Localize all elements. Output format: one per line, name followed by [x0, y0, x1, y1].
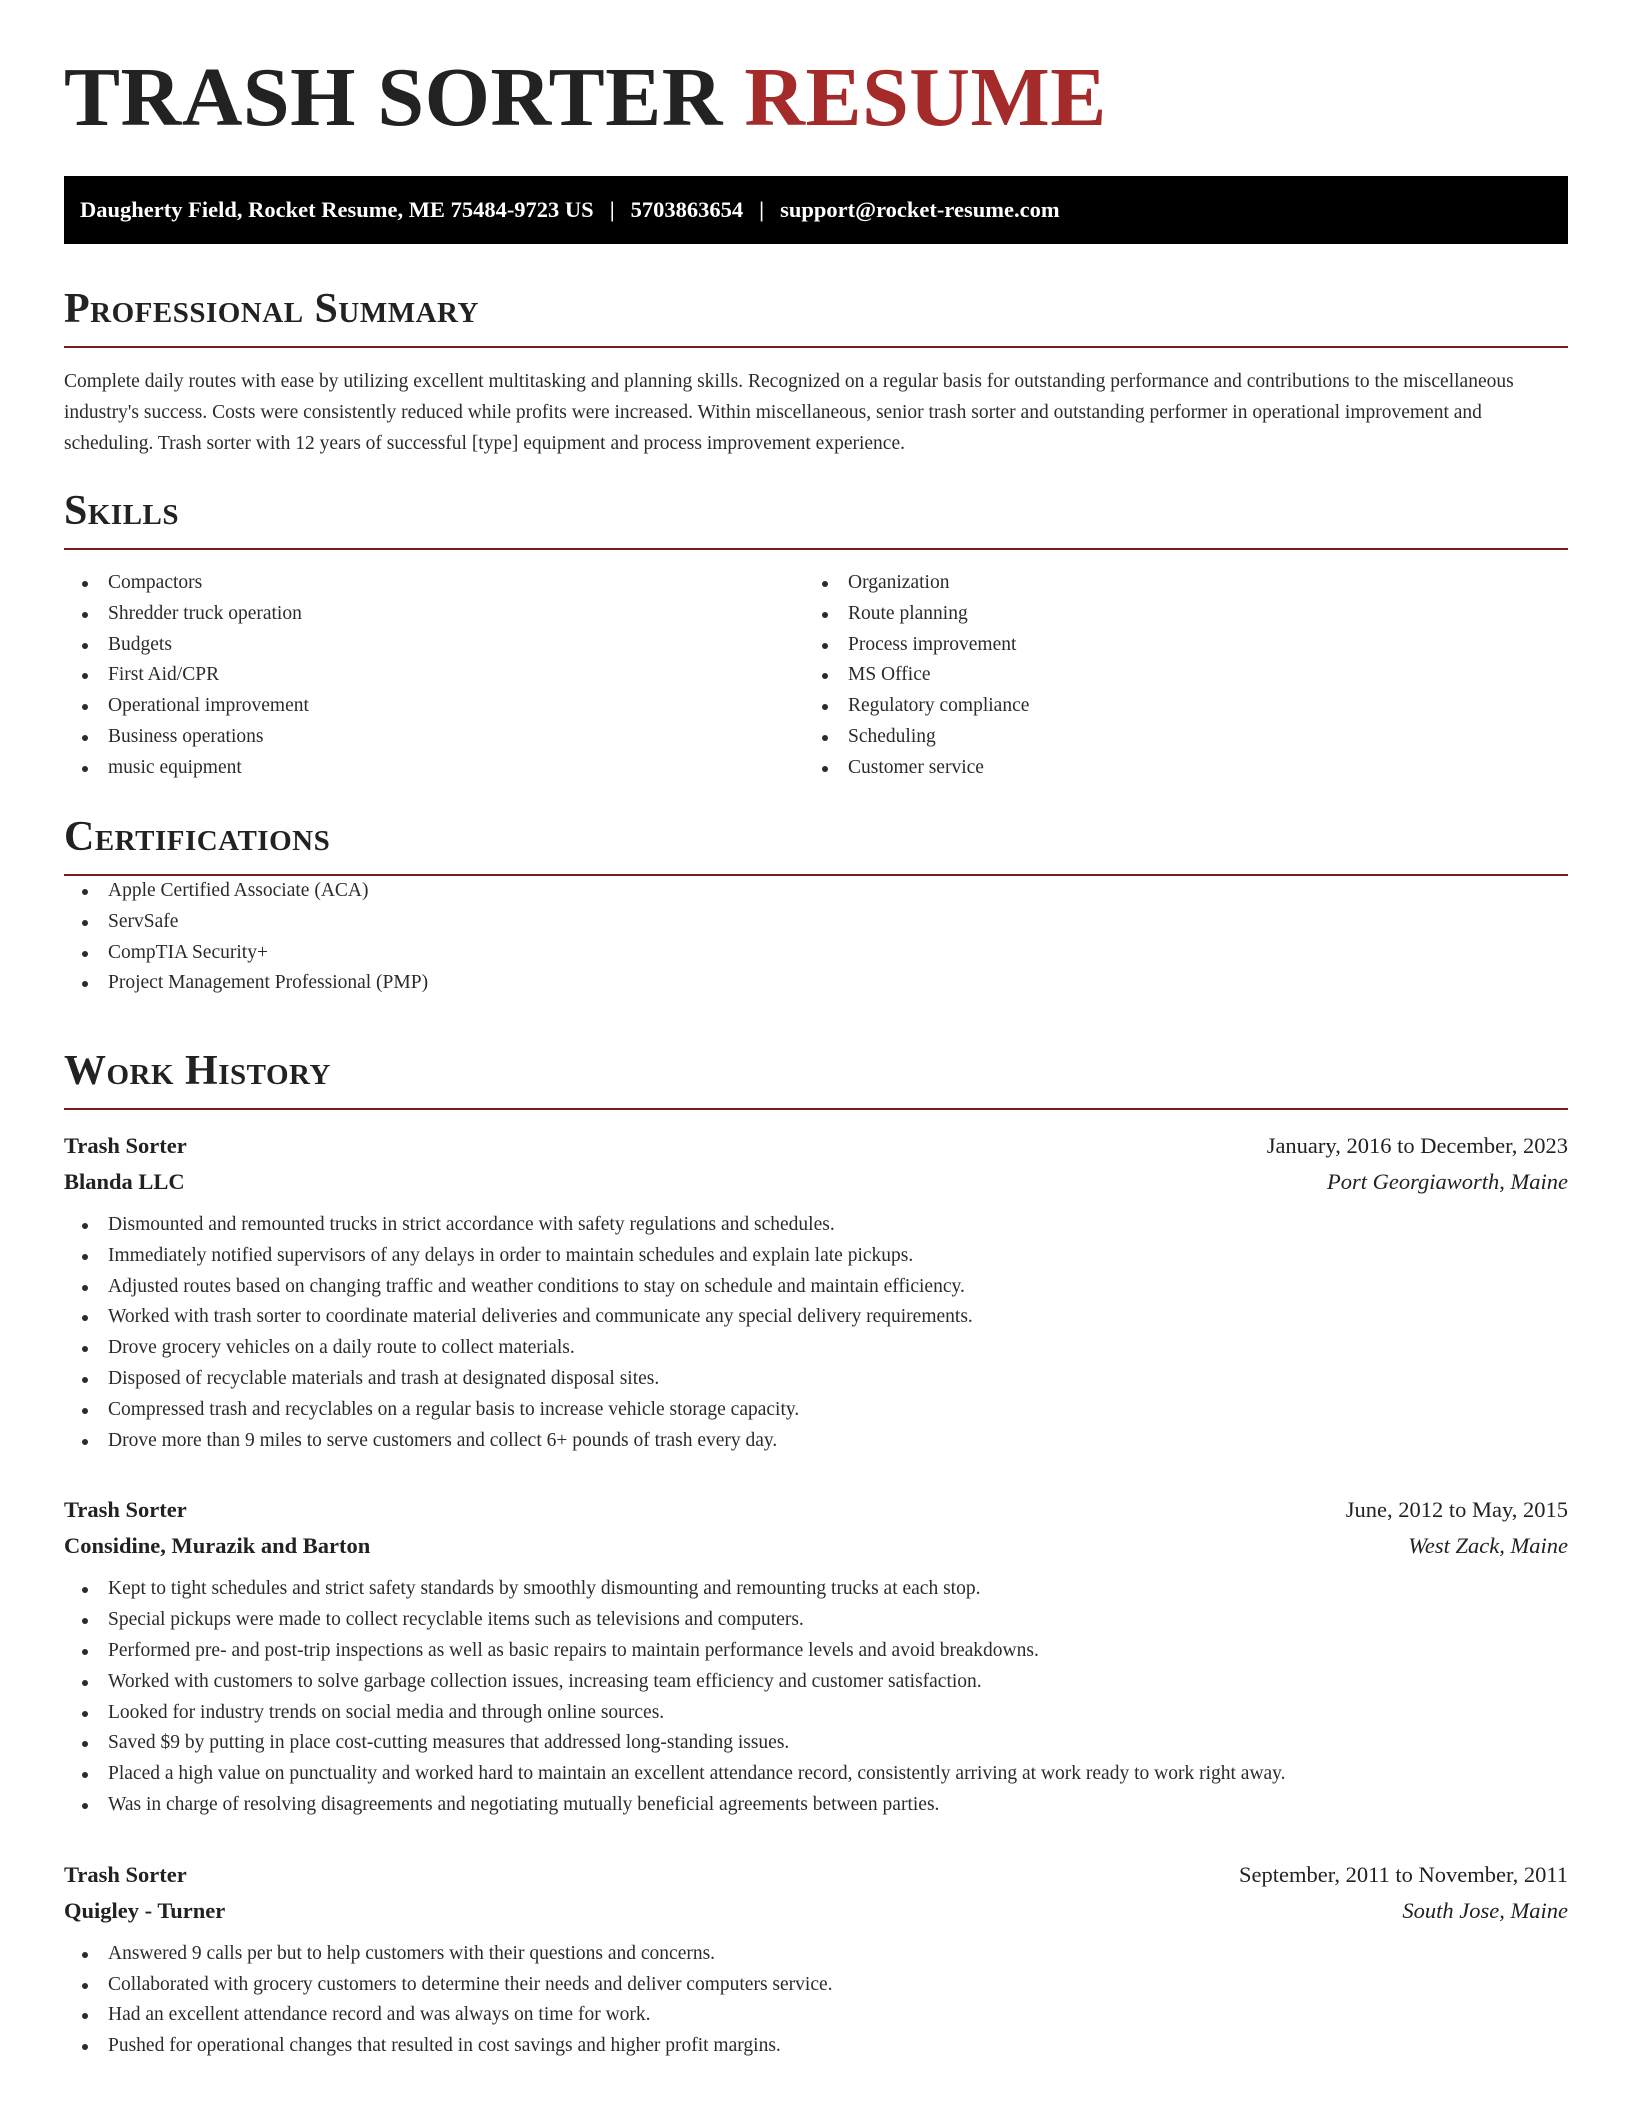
skill-item: Customer service — [804, 753, 1544, 784]
work-history-heading: Work History — [64, 1048, 331, 1094]
contact-address: Daugherty Field, Rocket Resume, ME 75484-9723 US — [80, 197, 594, 222]
job-location: Port Georgiaworth, Maine — [1326, 1169, 1568, 1194]
job-duty: Pushed for operational changes that resulted in cost savings and higher profit margins. — [64, 2031, 1568, 2062]
contact-separator: | — [759, 197, 765, 222]
job-duty: Immediately notified supervisors of any delays in order to maintain schedules and explain late pickups. — [64, 1241, 1568, 1272]
skill-item: Process improvement — [804, 630, 1544, 661]
job-company-row — [64, 1528, 1568, 1564]
job-dates: June, 2012 to May, 2015 — [1345, 1497, 1568, 1523]
job-duty: Performed pre- and post-trip inspections as well as basic repairs to maintain performance levels and avoid breakdowns. — [64, 1636, 1568, 1667]
skills-section — [64, 490, 1568, 784]
job-title: Trash Sorter — [64, 1861, 187, 1887]
job-company-row — [64, 1164, 1568, 1200]
job-entry — [64, 1492, 1568, 1820]
summary-section — [64, 288, 1568, 459]
contact-email: support@rocket-resume.com — [780, 197, 1060, 222]
job-duty: Adjusted routes based on changing traffic and weather conditions to stay on schedule and maintain efficiency. — [64, 1272, 1568, 1303]
skill-item: First Aid/CPR — [64, 660, 804, 691]
job-duties-list — [64, 1210, 1568, 1456]
skill-item: MS Office — [804, 660, 1544, 691]
title-main: TRASH SORTER — [64, 51, 723, 144]
job-duty: Looked for industry trends on social media and through online sources. — [64, 1698, 1568, 1729]
skills-list-left — [64, 568, 804, 784]
job-company: Considine, Murazik and Barton — [64, 1533, 371, 1559]
job-duty: Compressed trash and recyclables on a regular basis to increase vehicle storage capacity. — [64, 1395, 1568, 1426]
skills-columns — [64, 568, 1568, 784]
certification-item: Apple Certified Associate (ACA) — [64, 876, 1568, 907]
job-duty: Drove grocery vehicles on a daily route to collect materials. — [64, 1333, 1568, 1364]
job-company: Blanda LLC — [64, 1169, 185, 1194]
skills-list-right — [804, 568, 1544, 784]
certifications-list — [64, 876, 1568, 999]
job-duty: Worked with customers to solve garbage collection issues, increasing team efficiency and customer satisfaction. — [64, 1667, 1568, 1698]
skill-item: Route planning — [804, 599, 1544, 630]
certification-item: ServSafe — [64, 907, 1568, 938]
skill-item: Shredder truck operation — [64, 599, 804, 630]
job-dates: January, 2016 to December, 2023 — [1266, 1133, 1568, 1158]
job-duty: Was in charge of resolving disagreements and negotiating mutually beneficial agreements between parties. — [64, 1790, 1568, 1821]
job-title: Trash Sorter — [64, 1133, 187, 1158]
certification-item: CompTIA Security+ — [64, 938, 1568, 969]
job-duties-list — [64, 1939, 1568, 2062]
job-header-row — [64, 1857, 1568, 1893]
section-divider — [64, 346, 1568, 348]
job-duty: Kept to tight schedules and strict safety standards by smoothly dismounting and remounting trucks at each stop. — [64, 1574, 1568, 1605]
job-location: West Zack, Maine — [1408, 1533, 1568, 1559]
job-duty: Answered 9 calls per but to help customers with their questions and concerns. — [64, 1939, 1568, 1970]
job-header-row — [64, 1492, 1568, 1528]
job-entry — [64, 1857, 1568, 2062]
job-duty: Dismounted and remounted trucks in strict accordance with safety regulations and schedules. — [64, 1210, 1568, 1241]
certifications-heading: Certifications — [64, 814, 331, 860]
skill-item: music equipment — [64, 753, 804, 784]
job-company-row — [64, 1893, 1568, 1929]
job-duty: Disposed of recyclable materials and trash at designated disposal sites. — [64, 1364, 1568, 1395]
job-duty: Drove more than 9 miles to serve customers and collect 6+ pounds of trash every day. — [64, 1426, 1568, 1457]
skill-item: Organization — [804, 568, 1544, 599]
contact-bar — [64, 176, 1568, 244]
job-location: South Jose, Maine — [1402, 1897, 1568, 1923]
job-duty: Special pickups were made to collect recyclable items such as televisions and computers. — [64, 1605, 1568, 1636]
skill-item: Scheduling — [804, 722, 1544, 753]
job-duty: Saved $9 by putting in place cost-cutting measures that addressed long-standing issues. — [64, 1728, 1568, 1759]
skills-heading: Skills — [64, 488, 180, 534]
title-accent: RESUME — [744, 51, 1107, 144]
work-history-section — [64, 1050, 1568, 2062]
certification-item: Project Management Professional (PMP) — [64, 968, 1568, 999]
job-duty: Worked with trash sorter to coordinate material deliveries and communicate any special delivery requirements. — [64, 1302, 1568, 1333]
skill-item: Business operations — [64, 722, 804, 753]
job-duties-list — [64, 1574, 1568, 1820]
job-title: Trash Sorter — [64, 1497, 187, 1523]
job-company: Quigley - Turner — [64, 1897, 226, 1923]
job-duty: Collaborated with grocery customers to determine their needs and deliver computers service. — [64, 1970, 1568, 2001]
section-divider — [64, 548, 1568, 550]
resume-title — [64, 51, 1107, 144]
summary-heading: Professional Summary — [64, 286, 479, 332]
job-header-row — [64, 1128, 1568, 1164]
certifications-section — [64, 816, 1568, 999]
skill-item: Compactors — [64, 568, 804, 599]
section-divider — [64, 1108, 1568, 1110]
skill-item: Regulatory compliance — [804, 691, 1544, 722]
summary-text: Complete daily routes with ease by utilizing excellent multitasking and planning skills. Recognized on a regular basis for outstanding performance and contributions to the miscellaneous industry's success. Costs were consistently reduced while profits were increased. Within miscellaneous, senior trash sorter and outstanding performer in operational improvement and scheduling. Trash sorter with 12 years of successful [type] equipment and process improvement experience. — [64, 371, 1514, 454]
job-dates: September, 2011 to November, 2011 — [1239, 1861, 1568, 1887]
contact-separator: | — [609, 197, 615, 222]
job-duty: Had an excellent attendance record and was always on time for work. — [64, 2000, 1568, 2031]
skill-item: Budgets — [64, 630, 804, 661]
job-duty: Placed a high value on punctuality and worked hard to maintain an excellent attendance record, consistently arriving at work ready to work right away. — [64, 1759, 1568, 1790]
skill-item: Operational improvement — [64, 691, 804, 722]
job-entry — [64, 1128, 1568, 1456]
contact-phone: 5703863654 — [630, 197, 744, 222]
